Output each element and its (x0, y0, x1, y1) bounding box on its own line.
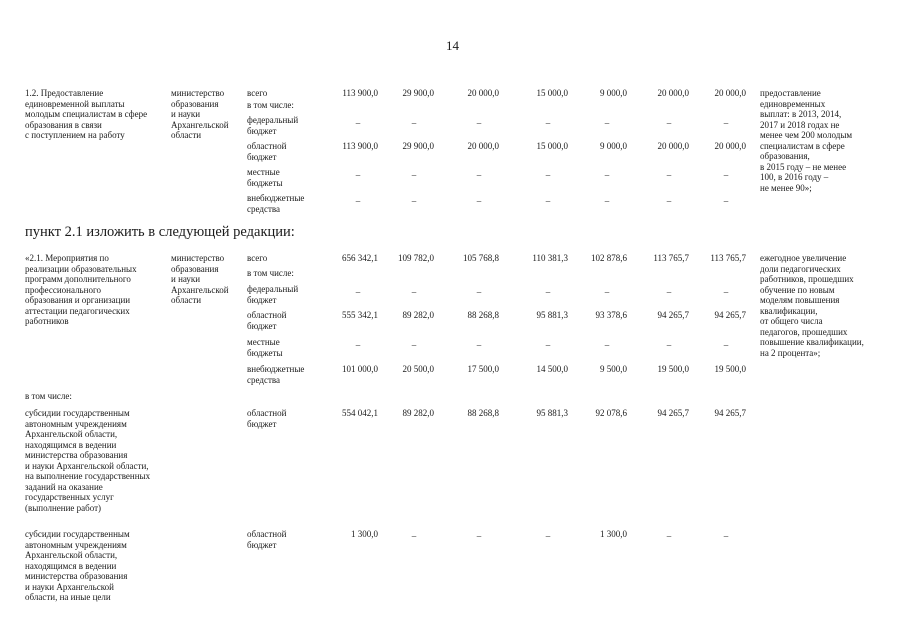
executor: министерство образования и науки Архангельской области (171, 88, 229, 140)
funding-value: 20 500,0 (402, 364, 434, 374)
funding-value: – (723, 170, 729, 180)
funding-value: 20 000,0 (714, 141, 746, 151)
funding-value: – (411, 340, 417, 350)
funding-value: – (355, 170, 361, 180)
funding-value: – (666, 170, 672, 180)
measure-title: «2.1. Мероприятия по реализации образовательных программ дополнительного профессионального образования и организации аттестации педагогических работников (25, 253, 137, 326)
funding-value: 14 500,0 (536, 364, 568, 374)
funding-source-label: всего (247, 253, 268, 263)
funding-value: – (666, 340, 672, 350)
funding-value: – (545, 118, 551, 128)
funding-value: 105 768,8 (463, 253, 499, 263)
funding-value: – (411, 531, 417, 541)
expected-result: предоставление единовременных выплат: в 2013, 2014, 2017 и 2018 годах не менее чем 200 молодым специалистам в сфере образования, в 2015 году – не менее 100, в 2016 году – не менее 90»; (760, 88, 853, 193)
funding-value: – (411, 287, 417, 297)
subsidy-title: субсидии государственным автономным учреждениям Архангельской области, находящимся в ведении министерства образования и науки Архангельской области, на выполнение государственных заданий на оказание государственных услуг (выполнение работ) (25, 408, 151, 513)
funding-value: 19 500,0 (657, 364, 689, 374)
section-heading: пункт 2.1 изложить в следующей редакции: (25, 224, 295, 240)
funding-value: 113 765,7 (653, 253, 689, 263)
funding-value: – (604, 196, 610, 206)
funding-value: 109 782,0 (398, 253, 434, 263)
funding-value: – (666, 531, 672, 541)
funding-value: – (604, 170, 610, 180)
funding-value: 89 282,0 (402, 408, 434, 418)
funding-value: 95 881,3 (536, 408, 568, 418)
funding-value: – (411, 170, 417, 180)
funding-value: 555 342,1 (342, 310, 378, 320)
funding-value: 20 000,0 (714, 88, 746, 98)
funding-value: – (355, 118, 361, 128)
funding-value: – (604, 118, 610, 128)
funding-source-label: областной бюджет (247, 529, 287, 550)
funding-value: – (666, 118, 672, 128)
funding-value: – (476, 531, 482, 541)
subsidy-title: субсидии государственным автономным учреждениям Архангельской области, находящимся в ведении министерства образования и науки Архангельской области, на иные цели (25, 529, 130, 602)
funding-value: 1 300,0 (351, 529, 378, 539)
funding-value: – (545, 340, 551, 350)
funding-value: – (723, 531, 729, 541)
funding-source-label: внебюджетные средства (247, 193, 305, 214)
page-number: 14 (446, 38, 459, 53)
funding-value: 113 765,7 (710, 253, 746, 263)
funding-value: 20 000,0 (657, 141, 689, 151)
funding-value: 94 265,7 (714, 310, 746, 320)
funding-value: 1 300,0 (600, 529, 627, 539)
funding-value: 19 500,0 (714, 364, 746, 374)
funding-value: – (355, 287, 361, 297)
funding-value: – (355, 340, 361, 350)
funding-value: 113 900,0 (342, 141, 378, 151)
funding-value: – (723, 287, 729, 297)
funding-value: – (545, 170, 551, 180)
funding-value: 92 078,6 (595, 408, 627, 418)
funding-value: – (476, 196, 482, 206)
funding-value: 20 000,0 (467, 88, 499, 98)
funding-value: 29 900,0 (402, 141, 434, 151)
funding-value: – (723, 196, 729, 206)
funding-value: 88 268,8 (467, 408, 499, 418)
funding-value: – (666, 287, 672, 297)
funding-value: 93 378,6 (595, 310, 627, 320)
funding-value: – (355, 196, 361, 206)
funding-value: 94 265,7 (657, 408, 689, 418)
funding-value: 94 265,7 (714, 408, 746, 418)
funding-value: 113 900,0 (342, 88, 378, 98)
funding-source-label: федеральный бюджет (247, 115, 299, 136)
funding-source-label: местные бюджеты (247, 337, 283, 358)
funding-value: – (545, 196, 551, 206)
funding-source-label: областной бюджет (247, 310, 287, 331)
funding-value: 29 900,0 (402, 88, 434, 98)
funding-value: 15 000,0 (536, 141, 568, 151)
funding-value: 20 000,0 (467, 141, 499, 151)
funding-value: 9 000,0 (600, 88, 627, 98)
funding-value: 9 500,0 (600, 364, 627, 374)
funding-source-label: областной бюджет (247, 408, 287, 429)
funding-value: 17 500,0 (467, 364, 499, 374)
funding-source-label: местные бюджеты (247, 167, 283, 188)
measure-title: 1.2. Предоставление единовременной выплаты молодым специалистам в сфере образования в связи с поступлением на работу (25, 88, 148, 140)
funding-value: – (476, 170, 482, 180)
funding-source-label: федеральный бюджет (247, 284, 299, 305)
funding-value: 102 878,6 (591, 253, 627, 263)
funding-value: – (476, 340, 482, 350)
funding-value: 95 881,3 (536, 310, 568, 320)
funding-value: 554 042,1 (342, 408, 378, 418)
funding-value: 656 342,1 (342, 253, 378, 263)
including-label: в том числе: (25, 391, 72, 401)
funding-source-label: областной бюджет (247, 141, 287, 162)
funding-value: 15 000,0 (536, 88, 568, 98)
funding-value: 20 000,0 (657, 88, 689, 98)
funding-value: – (411, 118, 417, 128)
funding-value: – (545, 531, 551, 541)
funding-value: – (604, 287, 610, 297)
funding-value: 88 268,8 (467, 310, 499, 320)
funding-source-label: в том числе: (247, 268, 294, 278)
funding-value: 9 000,0 (600, 141, 627, 151)
funding-value: – (476, 118, 482, 128)
funding-source-label: внебюджетные средства (247, 364, 305, 385)
funding-value: 89 282,0 (402, 310, 434, 320)
funding-value: – (723, 118, 729, 128)
funding-value: – (604, 340, 610, 350)
funding-source-label: в том числе: (247, 100, 294, 110)
funding-value: 110 381,3 (532, 253, 568, 263)
funding-source-label: всего (247, 88, 268, 98)
funding-value: – (476, 287, 482, 297)
funding-value: 94 265,7 (657, 310, 689, 320)
funding-value: – (666, 196, 672, 206)
funding-value: – (723, 340, 729, 350)
funding-value: 101 000,0 (342, 364, 378, 374)
expected-result: ежегодное увеличение доли педагогических работников, прошедших обучение по новым моделям повышения квалификации, от общего числа педагогов, прошедших повышение квалификации, на 2 процента»; (760, 253, 864, 358)
funding-value: – (411, 196, 417, 206)
executor: министерство образования и науки Архангельской области (171, 253, 229, 305)
funding-value: – (545, 287, 551, 297)
